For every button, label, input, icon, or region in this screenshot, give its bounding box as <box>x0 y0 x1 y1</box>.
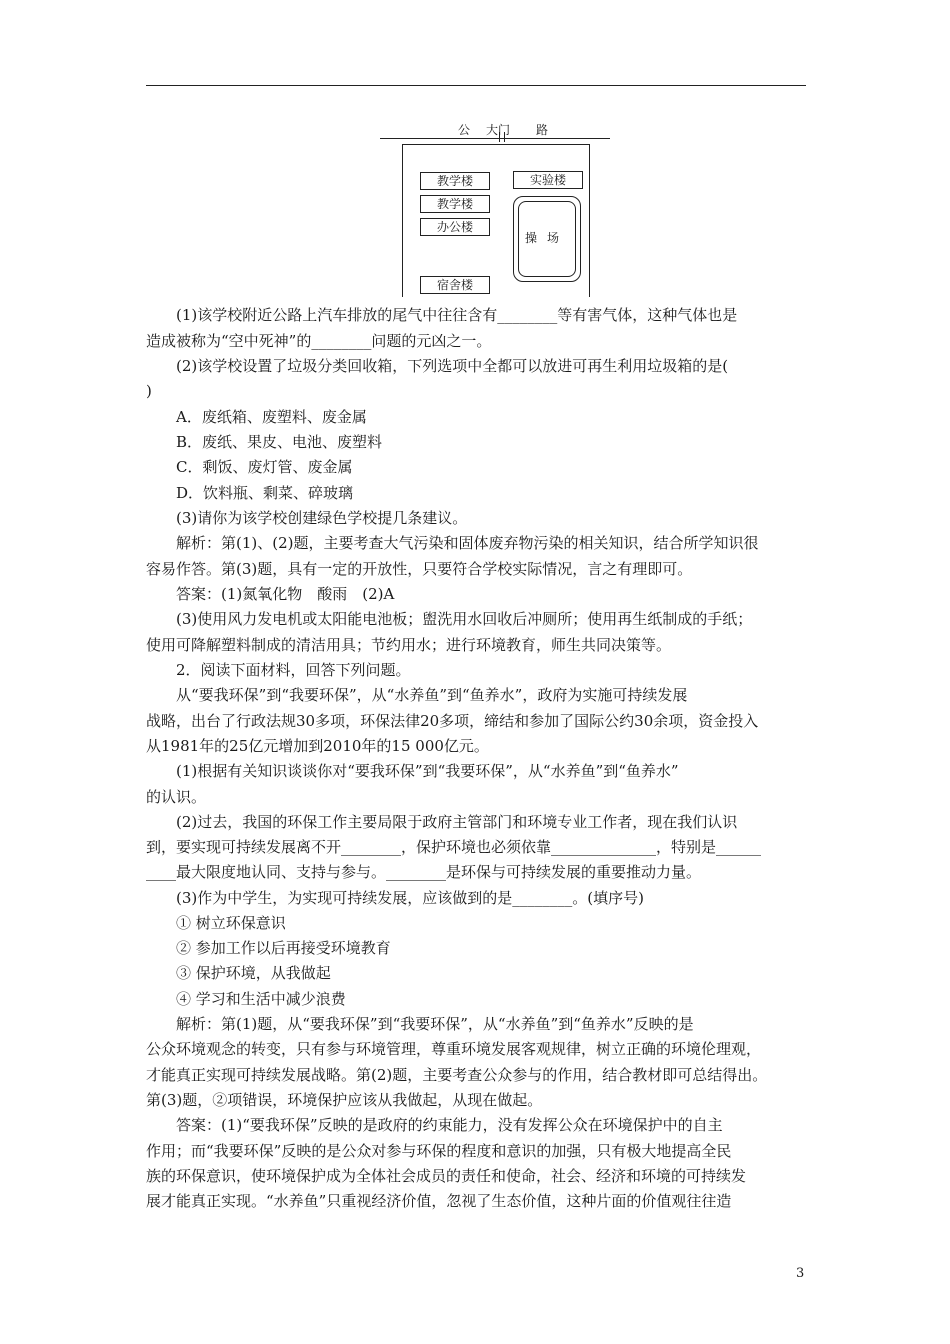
lab-building: 实验楼 <box>513 171 583 189</box>
campus-map <box>380 118 610 298</box>
road <box>380 138 610 139</box>
choice-3: ③ 保护环境，从我做起 <box>176 964 331 982</box>
material-line-2: 战略，出台了行政法规30多项，环保法律20多项，缔结和参加了国际公约30余项，资金投入 <box>146 712 759 730</box>
problem-2-intro: 2．阅读下面材料，回答下列问题。 <box>176 661 411 679</box>
option-b: B．废纸、果皮、电池、废塑料 <box>176 433 383 451</box>
question-3: (3)请你为该学校创建绿色学校提几条建议。 <box>176 509 468 527</box>
answer-2-line-4: 展才能真正实现。“水养鱼”只重视经济价值，忽视了生态价值，这种片面的价值观往往造 <box>146 1192 732 1210</box>
answer-1-line-2: (3)使用风力发电机或太阳能电池板；盥洗用水回收后冲厕所；使用再生纸制成的手纸； <box>176 610 753 628</box>
question-2-line-1: (2)该学校设置了垃圾分类回收箱，下列选项中全都可以放进可再生利用垃圾箱的是( <box>176 357 729 375</box>
p2-question-1-line-1: (1)根据有关知识谈谈你对“要我环保”到“我要环保”，从“水养鱼”到“鱼养水” <box>176 762 679 780</box>
choice-4: ④ 学习和生活中减少浪费 <box>176 990 346 1008</box>
p2-question-2-line-3: ____最大限度地认同、支持与参与。________是环保与可持续发展的重要推动力量。 <box>146 863 702 881</box>
analysis-2-line-4: 第(3)题，②项错误，环境保护应该从我做起，从现在做起。 <box>146 1091 543 1109</box>
teaching-building-1: 教学楼 <box>420 172 490 190</box>
analysis-2-line-3: 才能真正实现可持续发展战略。第(2)题，主要考查公众参与的作用，结合教材即可总结得出。 <box>146 1066 768 1084</box>
option-d: D．饮料瓶、剩菜、碎玻璃 <box>176 484 354 502</box>
option-a: A．废纸箱、废塑料、废金属 <box>176 408 367 426</box>
option-c: C．剩饭、废灯管、废金属 <box>176 458 353 476</box>
header-rule <box>146 85 806 86</box>
gate-label: 大门 <box>486 123 511 137</box>
gate-mark <box>504 132 505 142</box>
analysis-2-line-1: 解析：第(1)题，从“要我环保”到“我要环保”，从“水养鱼”到“鱼养水”反映的是 <box>176 1015 694 1033</box>
page-number: 3 <box>796 1266 805 1281</box>
teaching-building-2: 教学楼 <box>420 195 490 213</box>
material-line-1: 从“要我环保”到“我要环保”，从“水养鱼”到“鱼养水”，政府为实施可持续发展 <box>176 686 688 704</box>
road-label-right: 路 <box>536 123 549 137</box>
p2-question-2-line-1: (2)过去，我国的环保工作主要局限于政府主管部门和环境专业工作者，现在我们认识 <box>176 813 738 831</box>
choice-1: ① 树立环保意识 <box>176 914 286 932</box>
answer-1-line-3: 使用可降解塑料制成的清洁用具；节约用水；进行环境教育，师生共同决策等。 <box>146 636 672 654</box>
gate-mark <box>499 132 500 142</box>
road-label-left: 公 <box>458 123 471 137</box>
p2-question-2-line-2: 到，要实现可持续发展离不开________，保护环境也必须依靠______________，特别是______ <box>146 838 762 856</box>
question-2-line-2: ) <box>146 382 152 400</box>
question-1-line-1: (1)该学校附近公路上汽车排放的尾气中往往含有________等有害气体，这种气体也是 <box>176 306 738 324</box>
choice-2: ② 参加工作以后再接受环境教育 <box>176 939 391 957</box>
answer-2-line-1: 答案：(1)“要我环保”反映的是政府的约束能力，没有发挥公众在环境保护中的自主 <box>176 1116 723 1134</box>
analysis-2-line-2: 公众环境观念的转变，只有参与环境管理，尊重环境发展客观规律，树立正确的环境伦理观， <box>146 1040 762 1058</box>
office-building: 办公楼 <box>420 218 490 236</box>
sports-field <box>513 196 581 282</box>
question-1-line-2: 造成被称为“空中死神”的________问题的元凶之一。 <box>146 332 492 350</box>
analysis-1-line-2: 容易作答。第(3)题，具有一定的开放性，只要符合学校实际情况，言之有理即可。 <box>146 560 693 578</box>
answer-2-line-3: 族的环保意识，使环境保护成为全体社会成员的责任和使命，社会、经济和环境的可持续发 <box>146 1167 747 1185</box>
material-line-3: 从1981年的25亿元增加到2010年的15 000亿元。 <box>146 737 489 755</box>
answer-1-line-1: 答案：(1)氮氧化物 酸雨 (2)A <box>176 585 395 603</box>
p2-question-1-line-2: 的认识。 <box>146 788 207 806</box>
sports-field-label: 操场 <box>524 231 569 245</box>
p2-question-3: (3)作为中学生，为实现可持续发展，应该做到的是________。(填序号) <box>176 889 644 907</box>
analysis-1-line-1: 解析：第(1)、(2)题，主要考查大气污染和固体废弃物污染的相关知识，结合所学知识很 <box>176 534 759 552</box>
dormitory-building: 宿舍楼 <box>420 276 490 294</box>
answer-2-line-2: 作用；而“我要环保”反映的是公众对参与环保的程度和意识的加强，只有极大地提高全民 <box>146 1142 732 1160</box>
